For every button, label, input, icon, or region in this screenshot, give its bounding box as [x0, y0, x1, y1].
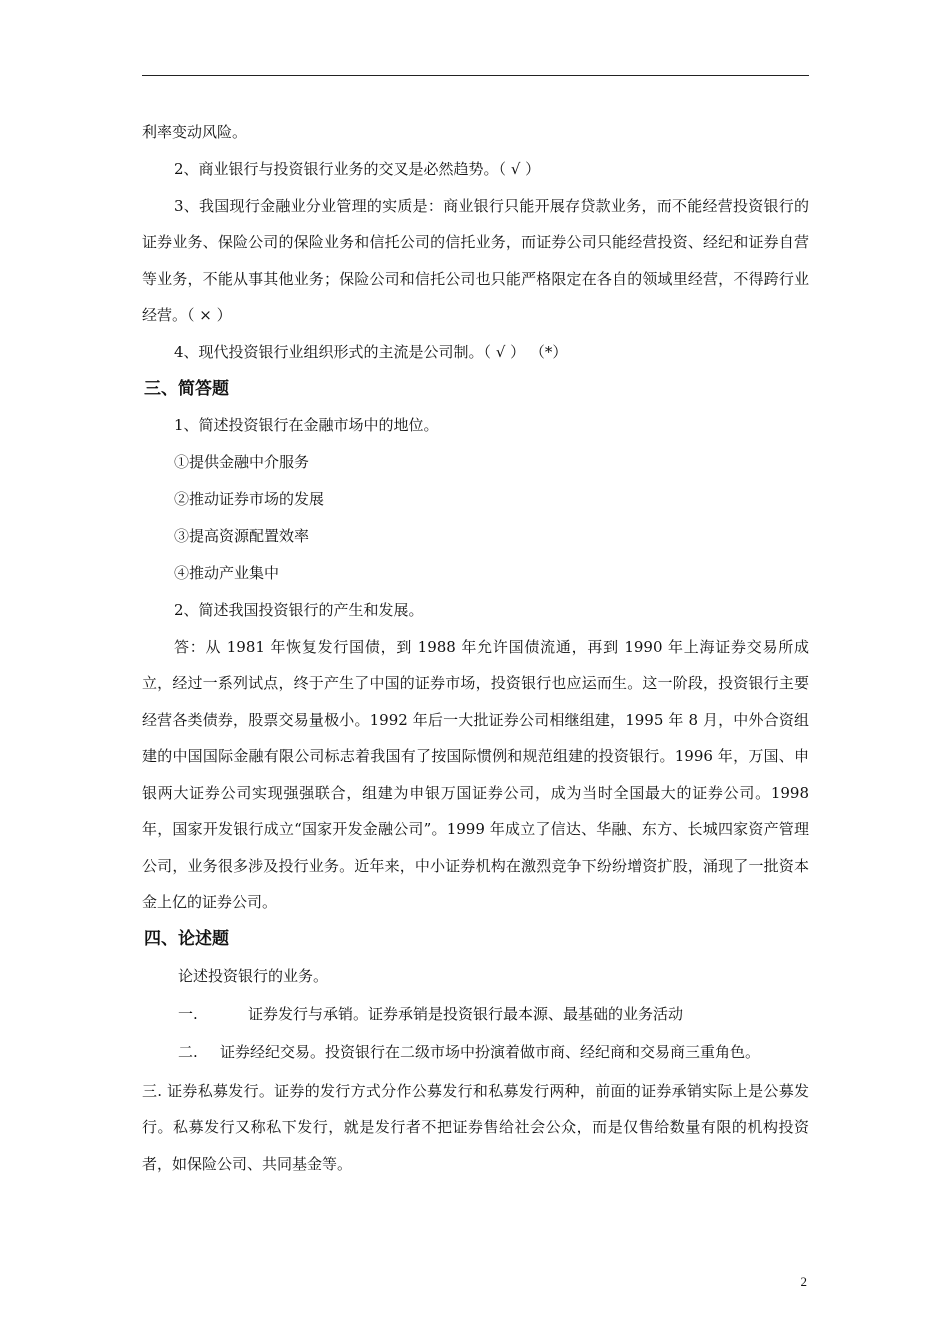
answer-item-2: ②推动证券市场的发展 — [174, 489, 325, 508]
answer-paragraph: 答：从 1981 年恢复发行国债，到 1988 年允许国债流通，再到 1990 年上海证券交易所成立，经过一系列试点，终于产生了中国的证券市场，投资银行也应运而生。这一阶段，投资银行主要经营各类债券，股票交易量极小。1992 年后一大批证券公司相继组建，1995 年 8 月，中外合资组建的中国国际金融有限公司标志着我国有了按国际惯例和规范组建的投资银行。1996 年，万国、申银两大证券公司实现强强联合，组建为申银万国证券公司，成为当时全国最大的证券公司。1998 年，国家开发银行成立“国家开发金融公司”。1999 年成立了信达、华融、东方、长城四家资产管理公司，业务很多涉及投行业务。近年来，中小证券机构在激烈竞争下纷纷增资扩股，涌现了一批资本金上亿的证券公司。 — [142, 637, 809, 911]
judgment-item-2: 2、商业银行与投资银行业务的交叉是必然趋势。（ √ ） — [174, 159, 541, 178]
judgment-item-3: 3、我国现行金融业分业管理的实质是：商业银行只能开展存贷款业务，而不能经营投资银行的证券业务、保险公司的保险业务和信托公司的信托业务，而证券公司只能经营投资、经纪和证券自营等业务，不能从事其他业务；保险公司和信托公司也只能严格限定在各自的领域里经营，不得跨行业经营。（ × ） — [142, 196, 809, 324]
header-rule — [142, 75, 809, 76]
section-heading-short-answer: 三、简答题 — [144, 378, 229, 399]
essay-item-2 — [142, 1033, 809, 1071]
answer-item-1: ①提供金融中介服务 — [174, 452, 310, 471]
essay-item-1-number: 一. — [178, 1004, 198, 1023]
essay-item-1 — [142, 995, 809, 1033]
paragraph-continuation: 利率变动风险。 — [142, 123, 248, 141]
judgment-item-4: 4、现代投资银行业组织形式的主流是公司制。（ √ ） （*） — [174, 342, 568, 361]
page-content — [142, 114, 809, 1182]
essay-item-2-text: 证券经纪交易。投资银行在二级市场中扮演着做市商、经纪商和交易商三重角色。 — [220, 1042, 761, 1061]
answer-item-4: ④推动产业集中 — [174, 563, 280, 582]
answer-item-3: ③提高资源配置效率 — [174, 526, 310, 545]
question-1: 1、简述投资银行在金融市场中的地位。 — [174, 415, 439, 434]
essay-question: 论述投资银行的业务。 — [178, 966, 329, 985]
page-number: 2 — [800, 1274, 807, 1289]
question-2: 2、简述我国投资银行的产生和发展。 — [174, 600, 424, 619]
essay-item-1-text: 证券发行与承销。证券承销是投资银行最本源、最基础的业务活动 — [248, 1004, 684, 1023]
essay-item-3: 三. 证券私募发行。证券的发行方式分作公募发行和私募发行两种，前面的证券承销实际上是公募发行。私募发行又称私下发行，就是发行者不把证券售给社会公众，而是仅售给数量有限的机构投资者，如保险公司、共同基金等。 — [142, 1081, 809, 1173]
essay-item-2-number: 二. — [178, 1042, 198, 1061]
section-heading-essay: 四、论述题 — [144, 928, 229, 949]
